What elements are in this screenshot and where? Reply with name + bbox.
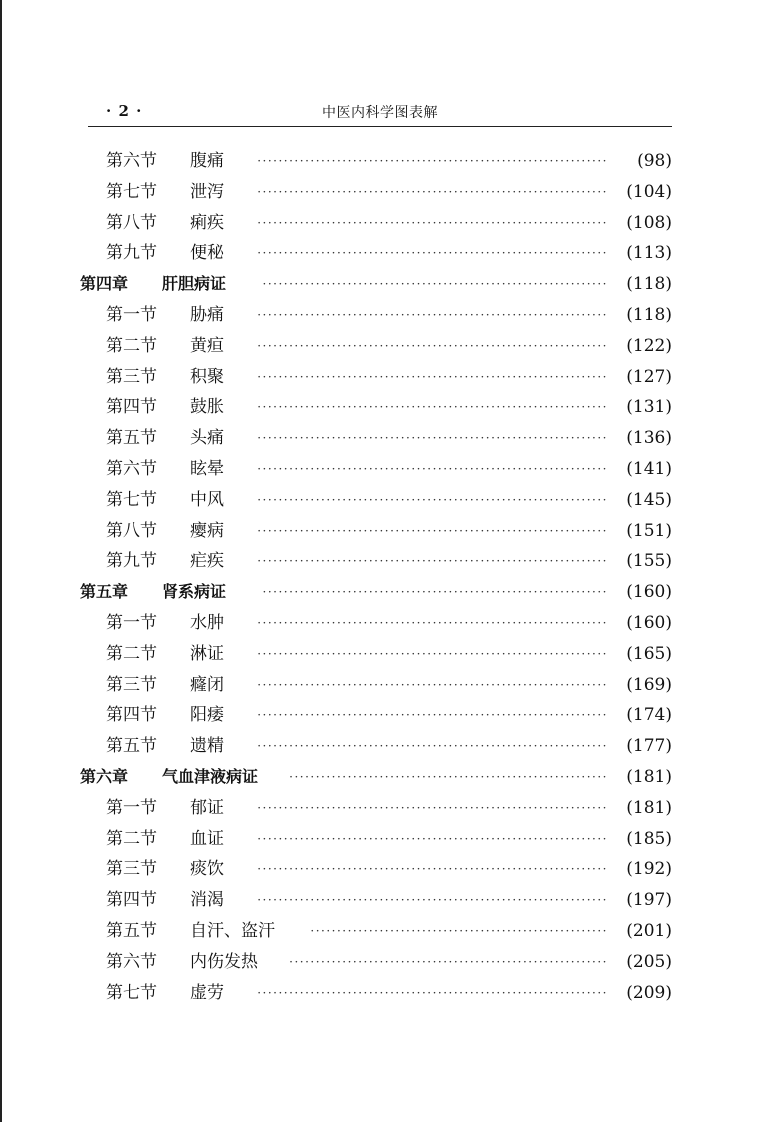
dot-leader: ·································································· <box>257 492 608 507</box>
toc-entry-title: 虚劳 <box>190 982 224 1003</box>
toc-entry-label: 第二节 <box>106 643 157 664</box>
toc-entry-title: 黄疸 <box>190 335 224 356</box>
dot-leader: ························································ <box>310 923 608 938</box>
dot-leader: ·································································· <box>257 431 608 446</box>
toc-section-entry[interactable] <box>106 639 672 670</box>
toc-page-number: (108) <box>626 212 672 233</box>
toc-section-entry[interactable] <box>106 731 672 762</box>
toc-entry-label: 第五节 <box>106 920 157 941</box>
toc-entry-title: 肝胆病证 <box>162 274 227 294</box>
toc-section-entry[interactable] <box>106 670 672 701</box>
toc-entry-title: 中风 <box>190 489 224 510</box>
toc-entry-title: 消渴 <box>190 890 224 911</box>
toc-section-entry[interactable] <box>106 854 672 885</box>
toc-entry-label: 第九节 <box>106 243 157 264</box>
toc-entry-title: 腹痛 <box>190 151 224 171</box>
toc-section-entry[interactable] <box>106 885 672 916</box>
toc-entry-label: 第六节 <box>106 458 157 479</box>
scan-edge <box>0 0 2 1122</box>
toc-entry-title: 遗精 <box>190 736 224 757</box>
toc-entry-label: 第五节 <box>106 736 157 757</box>
toc-entry-title: 阳痿 <box>190 705 224 726</box>
toc-entry-title: 鼓胀 <box>190 397 224 418</box>
toc-page-number: (160) <box>626 612 672 633</box>
toc-section-entry[interactable] <box>106 824 672 855</box>
dot-leader: ·································································· <box>257 338 608 353</box>
toc-page-number: (209) <box>626 982 672 1003</box>
toc-entry-title: 水肿 <box>190 612 224 633</box>
dot-leader: ·································································· <box>257 400 608 415</box>
toc-page-number: (113) <box>626 243 672 264</box>
toc-entry-label: 第六节 <box>106 151 157 171</box>
toc-entry-label: 第九节 <box>106 551 157 572</box>
dot-leader: ·································································· <box>257 708 608 723</box>
toc-page-number: (151) <box>626 520 672 541</box>
toc-section-entry[interactable] <box>106 454 672 485</box>
toc-section-entry[interactable] <box>106 947 672 978</box>
dot-leader: ·································································· <box>257 800 608 815</box>
toc-page-number: (155) <box>626 551 672 572</box>
running-title: 中医内科学图表解 <box>322 105 438 121</box>
toc-entry-label: 第五节 <box>106 428 157 449</box>
toc-entry-title: 内伤发热 <box>190 951 258 972</box>
toc-section-entry[interactable] <box>106 608 672 639</box>
toc-page-number: (169) <box>626 674 672 695</box>
toc-section-entry[interactable] <box>106 978 672 1009</box>
dot-leader: ·································································· <box>257 739 608 754</box>
dot-leader: ·································································· <box>257 862 608 877</box>
toc-section-entry[interactable] <box>106 238 672 269</box>
toc-entry-title: 头痛 <box>190 428 224 449</box>
toc-entry-label: 第二节 <box>106 828 157 849</box>
page-header <box>88 96 672 127</box>
toc-page-number: (145) <box>626 489 672 510</box>
toc-page-number: (131) <box>626 397 672 418</box>
dot-leader: ·································································· <box>257 246 608 261</box>
toc-section-entry[interactable] <box>106 700 672 731</box>
dot-leader: ···························································· <box>289 769 608 784</box>
toc-section-entry[interactable] <box>106 300 672 331</box>
toc-entry-label: 第四节 <box>106 890 157 911</box>
toc-section-entry[interactable] <box>106 793 672 824</box>
dot-leader: ·································································· <box>257 893 608 908</box>
toc-entry-label: 第一节 <box>106 797 157 818</box>
toc-entry-label: 第七节 <box>106 181 157 202</box>
toc-section-entry[interactable] <box>106 916 672 947</box>
toc-entry-title: 积聚 <box>190 366 224 387</box>
toc-chapter-entry[interactable] <box>80 577 672 608</box>
toc-page-number: (122) <box>626 335 672 356</box>
toc-page-number: (98) <box>637 151 672 171</box>
dot-leader: ·································································· <box>257 369 608 384</box>
dot-leader: ·································································· <box>257 184 608 199</box>
toc-page-number: (118) <box>626 274 672 295</box>
toc-entry-title: 血证 <box>190 828 224 849</box>
toc-section-entry[interactable] <box>106 208 672 239</box>
toc-entry-title: 郁证 <box>190 797 224 818</box>
toc-entry-title: 痢疾 <box>190 212 224 233</box>
toc-entry-title: 便秘 <box>190 243 224 264</box>
toc-page-number: (118) <box>626 304 672 325</box>
dot-leader: ·································································· <box>257 215 608 230</box>
dot-leader: ································································· <box>262 277 608 292</box>
toc-entry-title: 胁痛 <box>190 304 224 325</box>
toc-entry-title: 痰饮 <box>190 859 224 880</box>
toc-entry-title: 自汗、盗汗 <box>190 920 275 941</box>
toc-entry-label: 第四章 <box>80 274 129 294</box>
toc-page-number: (201) <box>626 920 672 941</box>
toc-entry-title: 瘿病 <box>190 520 224 541</box>
toc-page-number: (165) <box>626 643 672 664</box>
toc-entry-label: 第六节 <box>106 951 157 972</box>
toc-entry-label: 第一节 <box>106 612 157 633</box>
toc-entry-label: 第六章 <box>80 766 129 786</box>
toc-entry-label: 第四节 <box>106 705 157 726</box>
toc-entry-title: 泄泻 <box>190 181 224 202</box>
toc-entry-label: 第七节 <box>106 982 157 1003</box>
toc-section-entry[interactable] <box>106 516 672 547</box>
toc-page-number: (104) <box>626 181 672 202</box>
toc-entry-label: 第五章 <box>80 582 129 602</box>
toc-section-entry[interactable] <box>106 423 672 454</box>
dot-leader: ·································································· <box>257 985 608 1000</box>
toc-page-number: (174) <box>626 705 672 726</box>
toc-section-entry[interactable] <box>106 331 672 362</box>
toc-entry-label: 第八节 <box>106 520 157 541</box>
dot-leader: ·································································· <box>257 554 608 569</box>
toc-page-number: (160) <box>626 582 672 603</box>
toc-entry-title: 淋证 <box>190 643 224 664</box>
toc-entry-label: 第八节 <box>106 212 157 233</box>
toc-section-entry[interactable] <box>106 362 672 393</box>
toc-section-entry[interactable] <box>106 146 672 177</box>
dot-leader: ·································································· <box>257 461 608 476</box>
dot-leader: ·································································· <box>257 831 608 846</box>
toc-section-entry[interactable] <box>106 546 672 577</box>
toc-entry-title: 肾系病证 <box>162 582 227 602</box>
toc-page-number: (136) <box>626 428 672 449</box>
toc-entry-title: 癃闭 <box>190 674 224 695</box>
toc-section-entry[interactable] <box>106 485 672 516</box>
toc-entry-label: 第七节 <box>106 489 157 510</box>
toc-page-number: (192) <box>626 859 672 880</box>
dot-leader: ·································································· <box>257 307 608 322</box>
dot-leader: ·································································· <box>257 523 608 538</box>
toc-page-number: (205) <box>626 951 672 972</box>
dot-leader: ·································································· <box>257 677 608 692</box>
toc-page-number: (127) <box>626 366 672 387</box>
toc-page-number: (197) <box>626 890 672 911</box>
toc-page-number: (185) <box>626 828 672 849</box>
toc-page-number: (177) <box>626 736 672 757</box>
toc-entry-title: 气血津液病证 <box>162 766 259 786</box>
toc-entry-label: 第三节 <box>106 674 157 695</box>
toc-entry-label: 第三节 <box>106 366 157 387</box>
page-number: · 2 · <box>106 102 143 120</box>
toc-page-number: (181) <box>626 766 672 787</box>
toc-chapter-entry[interactable] <box>80 269 672 300</box>
toc-entry-title: 疟疾 <box>190 551 224 572</box>
dot-leader: ·································································· <box>257 646 608 661</box>
toc-entry-label: 第一节 <box>106 304 157 325</box>
dot-leader: ·································································· <box>257 154 608 168</box>
toc-entry-label: 第二节 <box>106 335 157 356</box>
toc-section-entry[interactable] <box>106 392 672 423</box>
table-of-contents <box>80 146 672 1008</box>
toc-entry-title: 眩晕 <box>190 458 224 479</box>
dot-leader: ································································· <box>262 585 608 600</box>
toc-entry-label: 第三节 <box>106 859 157 880</box>
toc-entry-label: 第四节 <box>106 397 157 418</box>
toc-page-number: (141) <box>626 458 672 479</box>
toc-page-number: (181) <box>626 797 672 818</box>
dot-leader: ·································································· <box>257 615 608 630</box>
dot-leader: ···························································· <box>289 954 608 969</box>
toc-chapter-entry[interactable] <box>80 762 672 793</box>
toc-section-entry[interactable] <box>106 177 672 208</box>
